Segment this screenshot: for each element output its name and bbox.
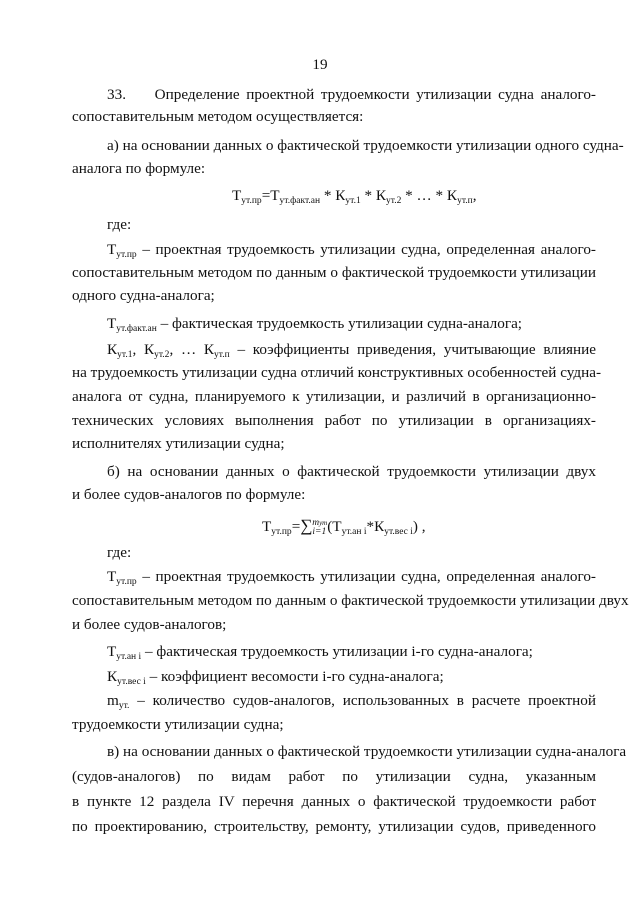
paragraph-33-line-2: сопоставительным методом осуществляется: <box>72 108 364 125</box>
definition-2: $Т_{ут.факт.ан}$ – фактическая трудоемкость утилизации судна-аналога; <box>107 315 523 334</box>
where-label-2: где: <box>107 544 132 561</box>
definition-3-line-4: технических условиях выполнения работ по утилизации в организациях- <box>72 412 596 429</box>
definition-3-line-5: исполнителях утилизации судна; <box>72 435 285 452</box>
clause-c-line-2: (судов-аналогов) по видам работ по утилизации судна, указанным <box>72 768 596 785</box>
definition-4-line-3: и более судов-аналогов; <box>72 616 227 633</box>
definition-6: $К_{ут.вес i}$ – коэффициент весомости i-го судна-аналога; <box>107 668 444 687</box>
clause-c-line-1: в) на основании данных о фактической трудоемкости утилизации судна-аналога <box>107 743 627 760</box>
definition-1-line-3: одного судна-аналога; <box>72 287 215 304</box>
definition-3-line-3: аналога от судна, планируемого к утилизации, и различий в организационно- <box>72 388 596 405</box>
definition-7-line-1: $m_{ут.}$ – количество судов-аналогов, использованных в расчете проектной <box>107 692 596 711</box>
paragraph-33-line-1: 33. Определение проектной трудоемкости утилизации судна аналого- <box>107 86 596 103</box>
clause-a-line-2: аналога по формуле: <box>72 160 206 177</box>
where-label-1: где: <box>107 216 132 233</box>
definition-4-line-1: $Т_{ут.пр}$ – проектная трудоемкость утилизации судна, определенная аналого- <box>107 568 596 587</box>
sum-symbol: ∑ <box>300 516 313 535</box>
clause-b-line-1: б) на основании данных о фактической трудоемкости утилизации двух <box>107 463 596 480</box>
definition-3-line-2: на трудоемкость утилизации судна отличий конструктивных особенностей судна- <box>72 364 602 381</box>
clause-b-line-2: и более судов-аналогов по формуле: <box>72 486 306 503</box>
definition-1-line-2: сопоставительным методом по данным о фактической трудоемкости утилизации <box>72 264 596 281</box>
formula-2: $Т_{ут.пр}=\sum_{i=1}^{mут}(Т_{ут.ан i}*К_{ут.вес i})$ , <box>262 516 426 537</box>
definition-1-line-1: $Т_{ут.пр}$ – проектная трудоемкость утилизации судна, определенная аналого- <box>107 241 596 260</box>
item-number: 33. <box>107 86 126 103</box>
definition-5: $Т_{ут.ан i}$ – фактическая трудоемкость утилизации i-го судна-аналога; <box>107 643 533 662</box>
page-number: 19 <box>312 56 328 73</box>
definition-3-line-1: $К_{ут.1}$, $К_{ут.2}$, … $К_{ут.п}$ – коэффициенты приведения, учитывающие влияние <box>107 341 596 360</box>
formula-1: $Т_{ут.пр}=Т_{ут.факт.ан} * К_{ут.1} * К_{ут.2}$ * … * $К_{ут.п}$, <box>232 187 477 206</box>
definition-7-line-2: трудоемкости утилизации судна; <box>72 716 284 733</box>
clause-c-line-3: в пункте 12 раздела IV перечня данных о фактической трудоемкости работ <box>72 793 596 810</box>
definition-4-line-2: сопоставительным методом по данным о фактической трудоемкости утилизации двух <box>72 592 629 609</box>
clause-a-line-1: а) на основании данных о фактической трудоемкости утилизации одного судна- <box>107 137 624 154</box>
clause-c-line-4: по проектированию, строительству, ремонту, утилизации судов, приведенного <box>72 818 596 835</box>
